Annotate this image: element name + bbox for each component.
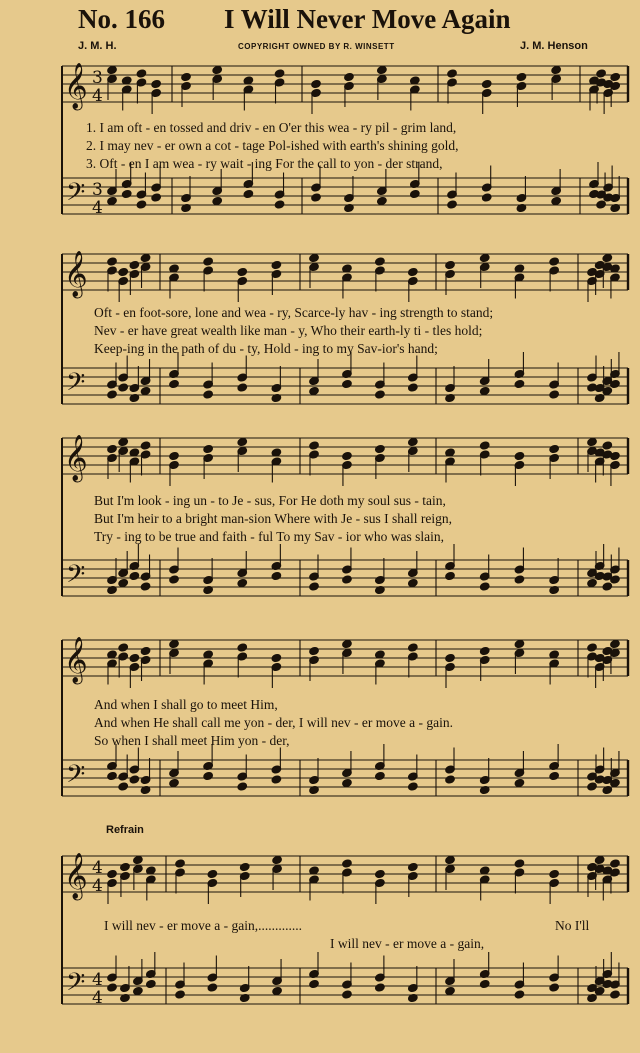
bass-note	[129, 775, 140, 784]
bass-note	[549, 983, 560, 992]
lyric-s1-v1: 1. I am oft - en tossed and driv - en O'er this wea - ry pil - grim land,	[86, 120, 457, 135]
bass-note	[311, 193, 322, 202]
lyricist-credit: J. M. H.	[78, 40, 117, 52]
lyric-s4-v1: And when I shall go to meet Him,	[94, 697, 278, 712]
treble-note	[587, 643, 598, 652]
treble-note	[107, 869, 118, 878]
bass-note	[309, 979, 320, 988]
bass-note	[237, 578, 248, 587]
bass-note	[271, 571, 282, 580]
bass-note	[107, 983, 118, 992]
bass-note	[549, 771, 560, 780]
treble-note	[445, 260, 456, 269]
lyric-s2-v2: Nev - er have great wealth like man - y, Who their earth-ly ti - tles hold;	[94, 323, 483, 338]
time-signature-top: 4	[92, 858, 103, 878]
treble-note	[140, 646, 151, 655]
bass-note	[342, 778, 353, 787]
treble-note	[375, 869, 386, 878]
bass-note	[121, 189, 132, 198]
treble-clef: 𝄞	[64, 853, 88, 899]
treble-note	[120, 862, 131, 871]
treble-clef: 𝄞	[64, 637, 88, 683]
treble-note	[151, 79, 162, 88]
treble-note	[309, 253, 320, 262]
bass-note	[140, 582, 151, 591]
bass-note	[479, 582, 490, 591]
treble-note	[118, 267, 129, 276]
treble-note	[408, 862, 419, 871]
bass-note	[445, 775, 456, 784]
treble-note	[342, 451, 353, 460]
bass-note	[375, 390, 386, 399]
bass-note	[602, 582, 613, 591]
treble-note	[271, 653, 282, 662]
treble-note	[272, 855, 283, 864]
bass-note	[514, 575, 525, 584]
refrain-label: Refrain	[106, 824, 144, 836]
treble-note	[479, 253, 490, 262]
refrain-lyric-1: I will nev - er move a - gain,.............	[104, 918, 302, 933]
treble-note	[107, 444, 118, 453]
bass-note	[342, 990, 353, 999]
treble-note	[344, 72, 355, 81]
bass-note	[118, 578, 129, 587]
bass-note	[136, 200, 147, 209]
bass-note	[479, 386, 490, 395]
bass-note	[107, 771, 118, 780]
bass-note	[377, 196, 388, 205]
time-signature-bottom: 4	[92, 198, 103, 218]
treble-note	[140, 441, 151, 450]
bass-note	[118, 383, 129, 392]
bass-note	[203, 771, 214, 780]
bass-note	[212, 196, 223, 205]
bass-note	[107, 390, 118, 399]
treble-note	[549, 869, 560, 878]
bass-note	[445, 571, 456, 580]
treble-note	[602, 253, 613, 262]
lyric-s3-v1: But I'm look - ing un - to Je - sus, For He doth my soul sus - tain,	[94, 493, 446, 508]
treble-note	[479, 646, 490, 655]
treble-note	[481, 79, 492, 88]
bass-note	[375, 771, 386, 780]
bass-note	[118, 782, 129, 791]
bass-note	[146, 979, 157, 988]
bass-note	[514, 990, 525, 999]
bass-clef: 𝄢	[66, 968, 86, 1003]
bass-note	[271, 775, 282, 784]
bass-note	[243, 189, 254, 198]
treble-note	[169, 451, 180, 460]
bass-note	[309, 386, 320, 395]
composer-credit: J. M. Henson	[520, 40, 588, 52]
copyright-notice: COPYRIGHT OWNED BY R. WINSETT	[238, 42, 395, 51]
treble-note	[342, 859, 353, 868]
lyric-s4-v2: And when He shall call me yon - der, I will nev - er move a - gain.	[94, 715, 453, 730]
lyric-s1-v2: 2. I may nev - er own a cot - tage Pol-ished with earth's shining gold,	[86, 138, 459, 153]
treble-note	[237, 643, 248, 652]
bass-note	[274, 200, 285, 209]
treble-note	[551, 65, 562, 74]
bass-note	[107, 196, 118, 205]
treble-note	[203, 257, 214, 266]
lyric-s2-v1: Oft - en foot-sore, lone and wea - ry, Scarce-ly hav - ing strength to stand;	[94, 305, 494, 320]
bass-note	[140, 386, 151, 395]
bass-note	[408, 383, 419, 392]
treble-note	[445, 653, 456, 662]
bass-note	[610, 990, 621, 999]
treble-note	[375, 257, 386, 266]
bass-clef: 𝄢	[66, 760, 86, 795]
treble-note	[129, 653, 140, 662]
bass-note	[342, 379, 353, 388]
bass-note	[203, 390, 214, 399]
treble-note	[118, 643, 129, 652]
lyric-s3-v2: But I'm heir to a bright man-sion Where with Je - sus I shall reign,	[94, 511, 452, 526]
time-signature-top: 4	[92, 970, 103, 990]
bass-note	[596, 200, 607, 209]
bass-note	[514, 778, 525, 787]
treble-note	[377, 65, 388, 74]
bass-note	[587, 782, 598, 791]
time-signature-bottom: 4	[92, 988, 103, 1008]
time-signature-top: 3	[92, 68, 103, 88]
treble-note	[181, 72, 192, 81]
treble-note	[549, 444, 560, 453]
treble-note	[447, 69, 458, 78]
bass-clef: 𝄢	[66, 368, 86, 403]
bass-note	[408, 578, 419, 587]
treble-note	[549, 257, 560, 266]
treble-note	[118, 437, 129, 446]
treble-note	[514, 451, 525, 460]
hymn-title: I Will Never Move Again	[224, 4, 511, 34]
lyric-s2-v3: Keep-ing in the path of du - ty, Hold - ing to my Sav-ior's hand;	[94, 341, 438, 356]
bass-note	[587, 578, 598, 587]
treble-note	[107, 257, 118, 266]
time-signature-bottom: 4	[92, 876, 103, 896]
refrain-lyric-2: I will nev - er move a - gain,	[330, 936, 485, 951]
treble-note	[610, 72, 621, 81]
treble-note	[239, 862, 250, 871]
treble-note	[594, 855, 605, 864]
treble-note	[207, 869, 218, 878]
treble-note	[342, 639, 353, 648]
time-signature-top: 3	[92, 180, 103, 200]
treble-note	[516, 72, 527, 81]
treble-note	[136, 69, 147, 78]
bass-note	[175, 990, 186, 999]
treble-clef: 𝄞	[64, 251, 88, 297]
treble-note	[140, 253, 151, 262]
treble-note	[610, 639, 621, 648]
bass-note	[342, 575, 353, 584]
bass-note	[133, 986, 144, 995]
bass-note	[169, 575, 180, 584]
treble-note	[237, 267, 248, 276]
treble-note	[408, 643, 419, 652]
bass-note	[549, 390, 560, 399]
refrain-lyric-1-end: No I'll	[555, 918, 590, 933]
treble-note	[375, 444, 386, 453]
hymn-number: No. 166	[78, 4, 165, 34]
treble-note	[602, 441, 613, 450]
treble-note	[514, 639, 525, 648]
bass-note	[551, 196, 562, 205]
bass-note	[207, 983, 218, 992]
treble-note	[169, 639, 180, 648]
treble-note	[514, 859, 525, 868]
treble-note	[129, 260, 140, 269]
bass-note	[375, 983, 386, 992]
lyric-s4-v3: So when I shall meet Him yon - der,	[94, 733, 290, 748]
treble-note	[311, 79, 322, 88]
bass-note	[447, 200, 458, 209]
treble-note	[274, 69, 285, 78]
bass-note	[481, 193, 492, 202]
bass-note	[410, 189, 421, 198]
bass-clef: 𝄢	[66, 178, 86, 213]
treble-note	[309, 441, 320, 450]
treble-note	[203, 444, 214, 453]
treble-note	[408, 267, 419, 276]
bass-note	[129, 571, 140, 580]
bass-note	[272, 986, 283, 995]
bass-note	[237, 383, 248, 392]
treble-note	[596, 69, 607, 78]
treble-note	[309, 646, 320, 655]
bass-note	[237, 782, 248, 791]
bass-note	[169, 778, 180, 787]
treble-note	[133, 855, 144, 864]
bass-note	[408, 782, 419, 791]
treble-note	[237, 437, 248, 446]
treble-clef: 𝄞	[64, 435, 88, 481]
treble-note	[107, 65, 118, 74]
bass-note	[514, 379, 525, 388]
bass-note	[169, 379, 180, 388]
bass-note	[151, 193, 162, 202]
treble-note	[212, 65, 223, 74]
treble-note	[610, 859, 621, 868]
treble-note	[175, 859, 186, 868]
bass-clef: 𝄢	[66, 560, 86, 595]
treble-clef: 𝄞	[64, 63, 88, 109]
bass-note	[479, 979, 490, 988]
bass-note	[309, 582, 320, 591]
lyric-s3-v3: Try - ing to be true and faith - ful To my Sav - ior who was slain,	[94, 529, 445, 544]
treble-note	[479, 441, 490, 450]
lyric-s1-v3: 3. Oft - en I am wea - ry wait - ing For the call to yon - der strand,	[86, 156, 443, 171]
treble-note	[408, 437, 419, 446]
time-signature-bottom: 4	[92, 86, 103, 106]
treble-note	[271, 260, 282, 269]
bass-note	[445, 986, 456, 995]
treble-note	[587, 437, 598, 446]
treble-note	[445, 855, 456, 864]
